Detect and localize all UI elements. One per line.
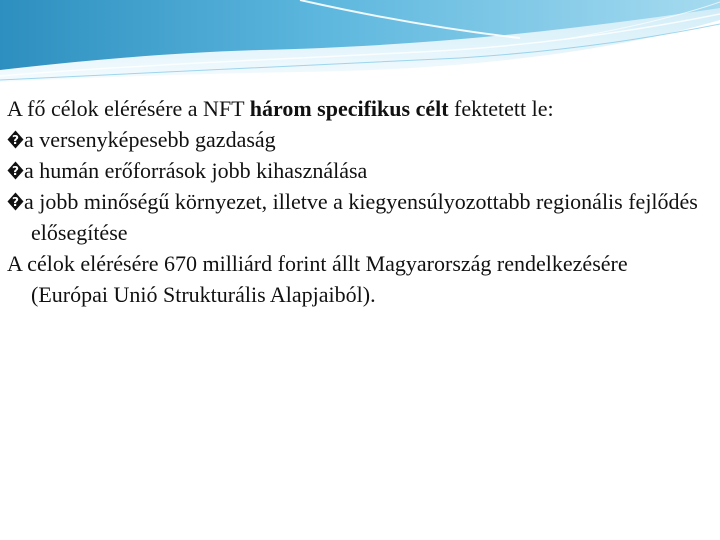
bullet-item [7, 124, 707, 155]
svg-text:?: ? [12, 164, 19, 178]
bullet-item [7, 155, 707, 186]
svg-text:?: ? [12, 195, 19, 209]
slide-body [7, 93, 707, 310]
bullet-text: a humán erőforrások jobb kihasználása [24, 158, 368, 183]
replacement-character-icon [7, 130, 24, 149]
intro-bold-phrase: három specifikus célt [249, 96, 449, 121]
header-wave-decoration [0, 0, 720, 90]
intro-suffix: fektetett le: [448, 96, 554, 121]
svg-text:?: ? [12, 133, 19, 147]
intro-prefix: A fő célok elérésére a NFT [7, 96, 250, 121]
closing-paragraph: A célok elérésére 670 milliárd forint állt Magyarország rendelkezésére (Európai Unió Strukturális Alapjaiból). [7, 251, 628, 307]
bullet-text: a versenyképesebb gazdaság [24, 127, 276, 152]
replacement-character-icon [7, 192, 24, 211]
replacement-character-icon [7, 161, 24, 180]
bullet-text: a jobb minőségű környezet, illetve a kiegyensúlyozottabb regionális fejlődés elősegítése [24, 189, 698, 245]
intro-paragraph [7, 93, 707, 124]
bullet-item [7, 186, 707, 248]
